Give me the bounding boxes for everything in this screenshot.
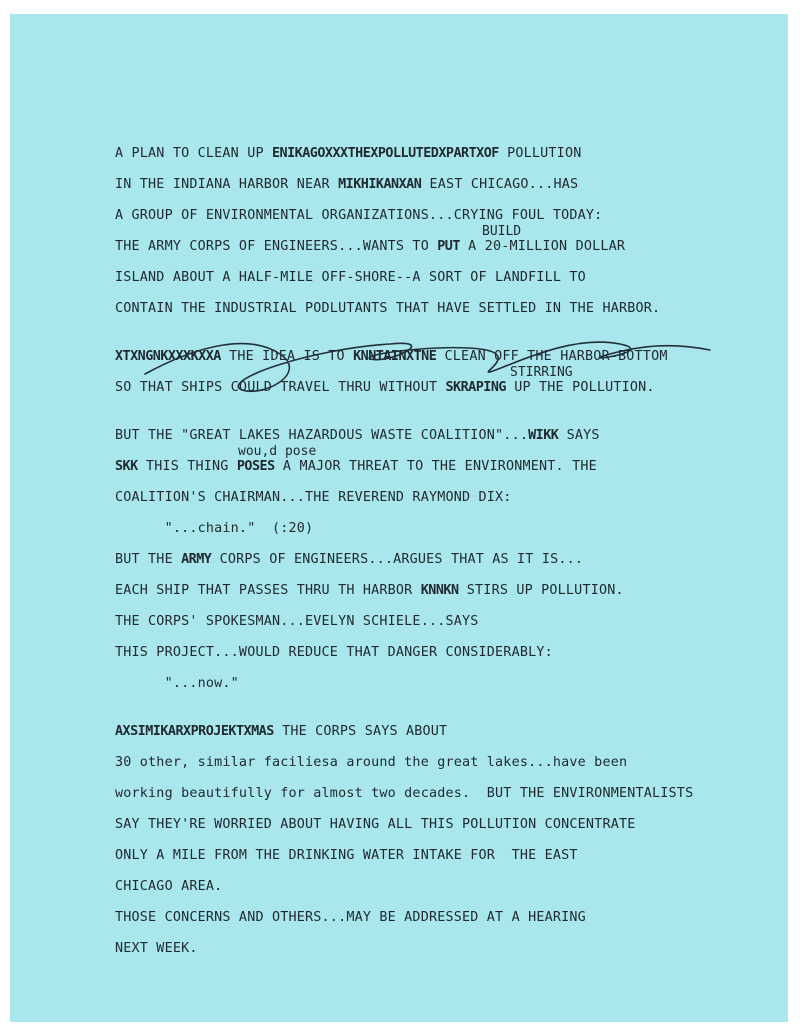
text-line: A PLAN TO CLEAN UP ENIKAGOXXXTHEXPOLLUTEDXPARTXOF POLLUTION xyxy=(115,146,582,161)
text-line: 30 other, similar faciliesa around the great lakes...have been xyxy=(115,755,628,770)
handwritten-insert-would-pose: wou,d pose xyxy=(238,444,317,459)
struck-text: WIKK xyxy=(528,428,559,443)
struck-text: ARMY xyxy=(181,552,212,567)
text-line: NEXT WEEK. xyxy=(115,941,198,956)
struck-text: KNNKN xyxy=(420,583,459,598)
struck-text: AXSIMIKARXPROJEKTXMAS xyxy=(115,724,274,739)
text-line: SKK THIS THING POSES A MAJOR THREAT TO THE ENVIRONMENT. THE xyxy=(115,459,597,474)
struck-text: XTXNGNKXXXKXXA xyxy=(115,349,221,364)
text-line: "...now." xyxy=(115,676,239,691)
text-line: THOSE CONCERNS AND OTHERS...MAY BE ADDRESSED AT A HEARING xyxy=(115,910,586,925)
text-line: XTXNGNKXXXKXXA THE IDEA IS TO KNNTAINXTNE CLEAN OFF THE HARBOR-BOTTOM xyxy=(115,349,668,364)
text-line: SO THAT SHIPS COULD TRAVEL THRU WITHOUT SKRAPING UP THE POLLUTION. xyxy=(115,380,655,395)
text-line: THE CORPS' SPOKESMAN...EVELYN SCHIELE...SAYS xyxy=(115,614,479,629)
text-line: working beautifully for almost two decades. BUT THE ENVIRONMENTALISTS xyxy=(115,786,694,801)
text-line: BUT THE ARMY CORPS OF ENGINEERS...ARGUES THAT AS IT IS... xyxy=(115,552,584,567)
text-line: THE ARMY CORPS OF ENGINEERS...WANTS TO PUT A 20-MILLION DOLLAR xyxy=(115,239,626,254)
text-line: "...chain." (:20) xyxy=(115,521,314,536)
struck-text: SKK xyxy=(115,459,138,474)
text-line: THIS PROJECT...WOULD REDUCE THAT DANGER CONSIDERABLY: xyxy=(115,645,553,660)
pen-scribble-mark xyxy=(10,14,788,1022)
text-line: COALITION'S CHAIRMAN...THE REVEREND RAYMOND DIX: xyxy=(115,490,512,505)
text-line: A GROUP OF ENVIRONMENTAL ORGANIZATIONS...CRYING FOUL TODAY: xyxy=(115,208,603,223)
text-line: ISLAND ABOUT A HALF-MILE OFF-SHORE--A SORT OF LANDFILL TO xyxy=(115,270,586,285)
struck-text: MIKHIKANXAN xyxy=(338,177,422,192)
text-line: CONTAIN THE INDUSTRIAL PODLUTANTS THAT HAVE SETTLED IN THE HARBOR. xyxy=(115,301,661,316)
text-line: ONLY A MILE FROM THE DRINKING WATER INTAKE FOR THE EAST xyxy=(115,848,578,863)
text-line: BUT THE "GREAT LAKES HAZARDOUS WASTE COALITION"...WIKK SAYS xyxy=(115,428,600,443)
struck-text: POSES xyxy=(236,459,275,474)
struck-text: PUT xyxy=(437,239,460,254)
struck-text: ENIKAGOXXXTHEXPOLLUTEDXPARTXOF xyxy=(271,146,499,161)
struck-text: SKRAPING xyxy=(445,380,506,395)
typewritten-page xyxy=(10,14,788,1022)
text-line: IN THE INDIANA HARBOR NEAR MIKHIKANXAN EAST CHICAGO...HAS xyxy=(115,177,579,192)
text-line: EACH SHIP THAT PASSES THRU TH HARBOR KNNKN STIRS UP POLLUTION. xyxy=(115,583,624,598)
text-line: AXSIMIKARXPROJEKTXMAS THE CORPS SAYS ABOUT xyxy=(115,724,448,739)
struck-text: KNNTAINXTNE xyxy=(353,349,437,364)
handwritten-insert-build: BUILD xyxy=(482,224,522,239)
handwritten-insert-stirring: STIRRING xyxy=(510,365,573,380)
text-line: CHICAGO AREA. xyxy=(115,879,223,894)
text-line: SAY THEY'RE WORRIED ABOUT HAVING ALL THIS POLLUTION CONCENTRATE xyxy=(115,817,636,832)
